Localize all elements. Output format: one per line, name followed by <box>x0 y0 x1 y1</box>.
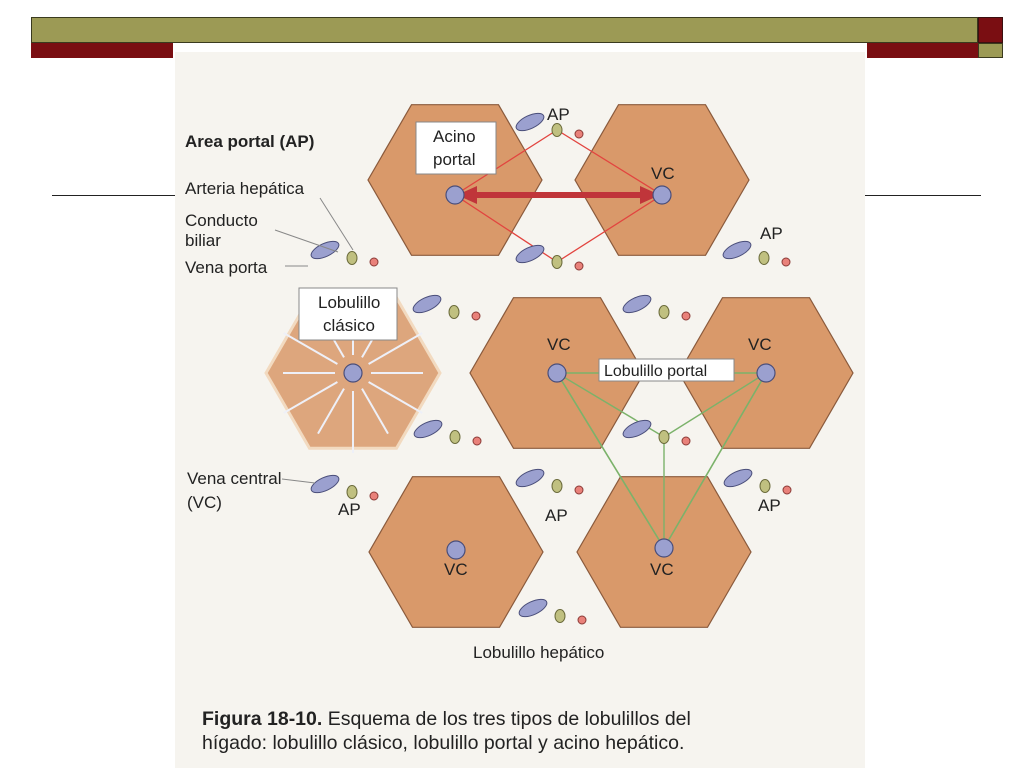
hepatic-artery-7 <box>682 437 690 445</box>
hepatic-artery-10 <box>783 486 791 494</box>
header-bar-maroon-left <box>31 43 173 58</box>
label-vena-porta: Vena porta <box>185 258 268 277</box>
hepatic-artery-1 <box>782 258 790 266</box>
central-vein-0 <box>446 186 464 204</box>
label-vc-4: VC <box>444 560 468 579</box>
bile-duct-9 <box>552 480 562 493</box>
label-lob-hepatico: Lobulillo hepático <box>473 643 605 662</box>
label-vc-3: VC <box>748 335 772 354</box>
bile-duct-5 <box>659 306 669 319</box>
hepatic-artery-8 <box>370 492 378 500</box>
label-area-portal: Area portal (AP) <box>185 132 315 151</box>
label-conducto-2: biliar <box>185 231 221 250</box>
hepatic-artery-6 <box>473 437 481 445</box>
hepatic-artery-9 <box>575 486 583 494</box>
bile-duct-11 <box>555 610 565 623</box>
leader-vena-central <box>282 479 315 483</box>
hepatic-artery-11 <box>578 616 586 624</box>
label-ap-1: AP <box>547 105 570 124</box>
portal-vein-2 <box>309 238 342 262</box>
label-lob-clasico-1: Lobulillo <box>318 293 381 312</box>
bile-duct-2 <box>347 252 357 265</box>
divider-right <box>865 195 981 196</box>
bile-duct-8 <box>347 486 357 499</box>
header-bar-olive <box>31 17 978 43</box>
label-conducto-1: Conducto <box>185 211 258 230</box>
label-ap-2: AP <box>760 224 783 243</box>
hepatic-artery-0 <box>575 130 583 138</box>
header-bar-maroon-mid <box>867 43 979 58</box>
bile-duct-0 <box>552 124 562 137</box>
central-vein-5 <box>447 541 465 559</box>
portal-vein-5 <box>621 292 654 316</box>
portal-vein-0 <box>514 110 547 134</box>
header-bar-maroon-right <box>978 17 1003 43</box>
portal-vein-1 <box>721 238 754 262</box>
figure-caption <box>202 707 862 755</box>
label-vc-2: VC <box>547 335 571 354</box>
portal-vein-9 <box>514 466 547 490</box>
liver-lobule-diagram <box>175 52 865 702</box>
label-vena-central-1: Vena central <box>187 469 282 488</box>
bile-duct-4 <box>449 306 459 319</box>
header-bar-olive-small <box>978 43 1003 58</box>
central-vein-6 <box>655 539 673 557</box>
hepatic-artery-3 <box>575 262 583 270</box>
label-lob-clasico-2: clásico <box>323 316 375 335</box>
portal-vein-3 <box>514 242 547 266</box>
central-vein-4 <box>757 364 775 382</box>
hepatic-artery-5 <box>682 312 690 320</box>
label-vc-1: VC <box>651 164 675 183</box>
portal-vein-8 <box>309 472 342 496</box>
liver-lobule-figure <box>175 52 865 768</box>
central-vein-2 <box>344 364 362 382</box>
label-ap-3: AP <box>338 500 361 519</box>
label-acino-1: Acino <box>433 127 476 146</box>
label-ap-5: AP <box>758 496 781 515</box>
bile-duct-10 <box>760 480 770 493</box>
label-vena-central-2: (VC) <box>187 493 222 512</box>
central-vein-3 <box>548 364 566 382</box>
hepatic-artery-2 <box>370 258 378 266</box>
label-acino-2: portal <box>433 150 476 169</box>
bile-duct-1 <box>759 252 769 265</box>
central-vein-1 <box>653 186 671 204</box>
caption-bold: Figura 18-10. <box>202 708 323 730</box>
label-arteria-hepatica: Arteria hepática <box>185 179 305 198</box>
portal-vein-10 <box>722 466 755 490</box>
portal-vein-4 <box>411 292 444 316</box>
label-ap-4: AP <box>545 506 568 525</box>
hepatic-artery-4 <box>472 312 480 320</box>
leader-conducto <box>275 230 338 252</box>
label-lob-portal: Lobulillo portal <box>604 363 708 380</box>
divider-left <box>52 195 175 196</box>
portal-vein-6 <box>412 417 445 441</box>
bile-duct-7 <box>659 431 669 444</box>
portal-vein-11 <box>517 596 550 620</box>
bile-duct-3 <box>552 256 562 269</box>
bile-duct-6 <box>450 431 460 444</box>
label-vc-5: VC <box>650 560 674 579</box>
caption-line2: hígado: lobulillo clásico, lobulillo portal y acino hepático. <box>202 732 685 754</box>
caption-line1: Esquema de los tres tipos de lobulillos del <box>322 708 691 730</box>
